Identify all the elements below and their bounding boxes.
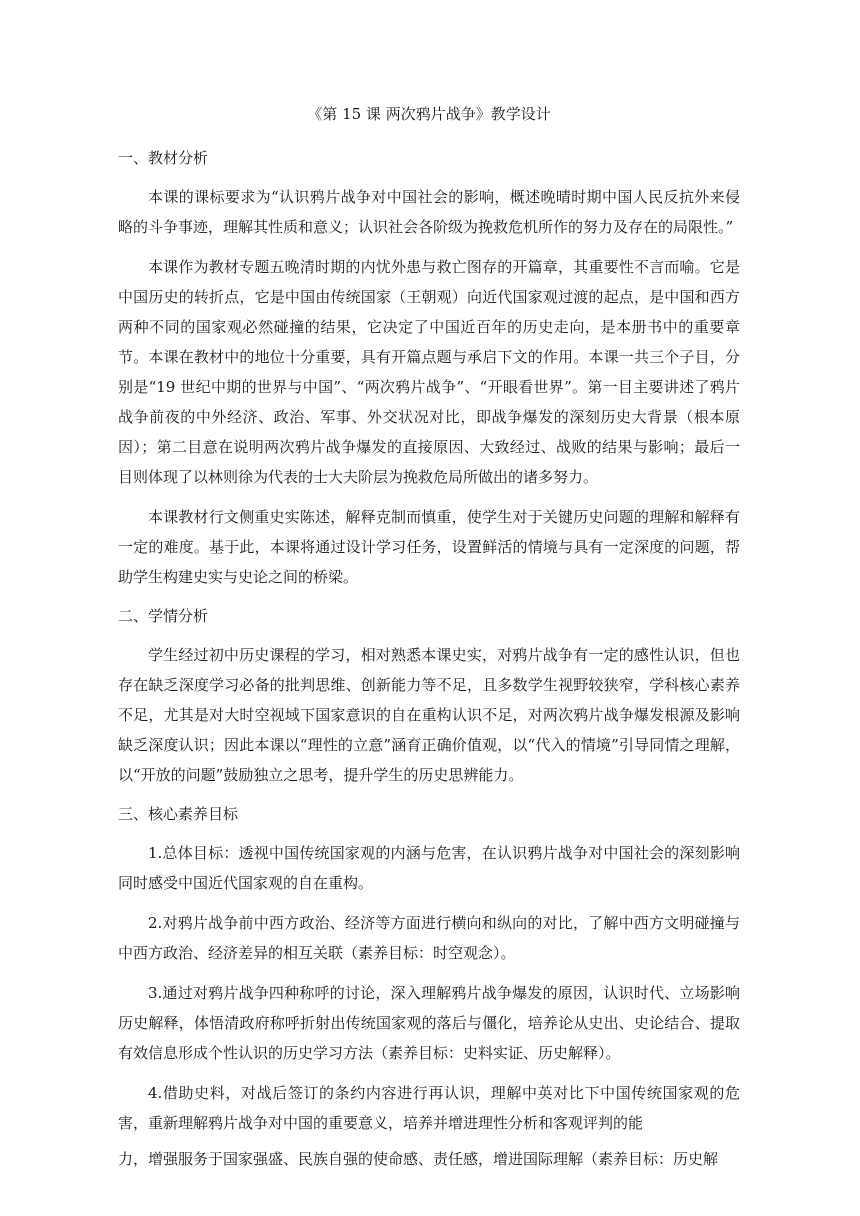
document-page <box>118 100 740 1184</box>
paragraph-goal-4: 4.借助史料，对战后签订的条约内容进行再认识，理解中英对比下中国传统国家观的危害，重新理解鸦片战争对中国的重要意义，培养并增进理性分析和客观评判的能 <box>118 1084 740 1132</box>
paragraph-lesson-importance: 本课作为教材专题五晚清时期的内忧外患与救亡图存的开篇章，其重要性不言而喻。它是中国历史的转折点，它是中国由传统国家（王朝观）向近代国家观过渡的起点，是中国和西方两种不同的国家观必然碰撞的结果，它决定了中国近百年的历史走向，是本册书中的重要章节。本课在教材中的地位十分重要，具有开篇点题与承启下文的作用。本课一共三个子目，分别是“19 世纪中期的世界与中国”、“两次鸦片战争”、“开眼看世界”。第一目主要讲述了鸦片战争前夜的中外经济、政治、军事、外交状况对比，即战争爆发的深刻历史大背景（根本原因）；第二目意在说明两次鸦片战争爆发的直接原因、大致经过、战败的结果与影响；最后一目则体现了以林则徐为代表的士大夫阶层为挽救危局所做出的诸多努力。 <box>118 258 740 486</box>
paragraph-goal-3: 3.通过对鸦片战争四种称呼的讨论，深入理解鸦片战争爆发的原因，认识时代、立场影响历史解释，体悟清政府称呼折射出传统国家观的落后与僵化，培养论从史出、史论结合、提取有效信息形成个性认识的历史学习方法（素养目标：史料实证、历史解释）。 <box>118 984 740 1062</box>
paragraph-textbook-style: 本课教材行文侧重史实陈述，解释克制而慎重，使学生对于关键历史问题的理解和解释有一定的难度。基于此，本课将通过设计学习任务，设置鲜活的情境与具有一定深度的问题，帮助学生构建史实与史论之间的桥梁。 <box>118 508 740 586</box>
paragraph-goal-4-continued: 力，增强服务于国家强盛、民族自强的使命感、责任感，增进国际理解（素养目标：历史解 <box>118 1150 719 1168</box>
section-heading-core-literacy-goals: 三、核心素养目标 <box>118 805 239 823</box>
document-title: 《第 15 课 两次鸦片战争》教学设计 <box>307 105 551 123</box>
paragraph-goal-1: 1.总体目标：透视中国传统国家观的内涵与危害，在认识鸦片战争对中国社会的深刻影响同时感受中国近代国家观的自在重构。 <box>118 844 740 892</box>
section-heading-textbook-analysis: 一、教材分析 <box>118 149 209 167</box>
paragraph-curriculum-requirement: 本课的课标要求为“认识鸦片战争对中国社会的影响，概述晚晴时期中国人民反抗外来侵略的斗争事迹，理解其性质和意义；认识社会各阶级为挽救危机所作的努力及存在的局限性。” <box>118 188 740 236</box>
paragraph-goal-2: 2.对鸦片战争前中西方政治、经济等方面进行横向和纵向的对比，了解中西方文明碰撞与中西方政治、经济差异的相互关联（素养目标：时空观念）。 <box>118 914 740 962</box>
paragraph-student-analysis: 学生经过初中历史课程的学习，相对熟悉本课史实，对鸦片战争有一定的感性认识，但也存在缺乏深度学习必备的批判思维、创新能力等不足，且多数学生视野较狭窄，学科核心素养不足，尤其是对大时空视域下国家意识的自在重构认识不足，对两次鸦片战争爆发根源及影响缺乏深度认识；因此本课以“理性的立意”涵育正确价值观，以“代入的情境”引导同情之理解，以“开放的问题”鼓励独立之思考，提升学生的历史思辨能力。 <box>118 646 740 784</box>
section-heading-student-analysis: 二、学情分析 <box>118 607 209 625</box>
